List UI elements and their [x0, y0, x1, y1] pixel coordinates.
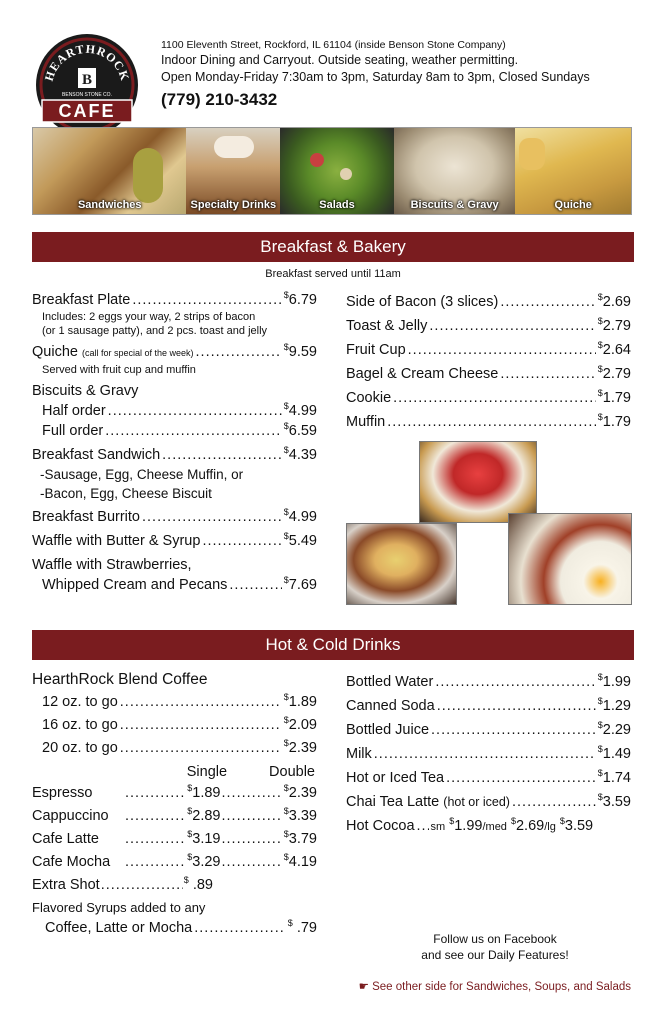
menu-item-tea: Hot or Iced Tea ..... $1.74: [346, 766, 631, 790]
cafe-logo: [34, 32, 140, 138]
syrups-line1: Flavored Syrups added to any: [32, 900, 206, 915]
photo-sandwiches: [33, 128, 186, 214]
photo-quiche: [515, 128, 631, 214]
menu-item-muffin: Muffin ..... $1.79: [346, 410, 631, 434]
see-other-side-note: [359, 979, 631, 993]
photo-label: Sandwiches: [77, 199, 142, 211]
menu-item-milk: Milk ..... $1.49: [346, 742, 631, 766]
header-info: [161, 38, 641, 110]
phone-number: (779) 210-3432: [161, 90, 278, 109]
breakfast-banner: Breakfast & Bakery: [32, 232, 634, 262]
menu-item-cappuccino: Cappuccino ..... $2.89 ..... $3.39: [32, 805, 317, 828]
item-description: Served with fruit cup and muffin: [42, 364, 196, 376]
photo-strawberry-waffle: [419, 441, 537, 523]
photo-strip: [32, 127, 632, 215]
photo-label: Specialty Drinks: [190, 199, 277, 211]
drinks-right-column: [346, 670, 631, 839]
menu-item-waffle-strawberries-line2: Whipped Cream and Pecans ..... $7.69: [32, 575, 317, 595]
photo-label: Salads: [319, 199, 355, 211]
menu-item-cookie: Cookie ..... $1.79: [346, 386, 631, 410]
item-option: -Bacon, Egg, Cheese Biscuit: [40, 486, 212, 501]
menu-item-coffee-20oz: 20 oz. to go ..... $2.39: [32, 737, 317, 760]
item-description: Includes: 2 eggs your way, 2 strips of bacon: [42, 311, 256, 323]
facebook-follow: [380, 931, 610, 963]
menu-item-chai: Chai Tea Latte (hot or iced) ..... $3.59: [346, 790, 631, 814]
menu-item-extra-shot: Extra Shot ..... $ .89: [32, 874, 213, 897]
item-option: -Sausage, Egg, Cheese Muffin, or: [40, 467, 244, 482]
item-description: (or 1 sausage patty), and 2 pcs. toast and jelly: [42, 325, 268, 337]
breakfast-right-column: [346, 290, 631, 434]
logo-monogram: B: [81, 72, 93, 88]
menu-item-cafe-latte: Cafe Latte ..... $3.19 ..... $3.79: [32, 828, 317, 851]
dining-info: Indoor Dining and Carryout. Outside seating, weather permitting.: [161, 53, 519, 67]
menu-item-canned-soda: Canned Soda ..... $1.29: [346, 694, 631, 718]
follow-line2: and see our Daily Features!: [421, 948, 569, 962]
breakfast-left-column: [32, 290, 317, 595]
menu-item-bottled-water: Bottled Water ..... $1.99: [346, 670, 631, 694]
photo-salads: [280, 128, 394, 214]
menu-item-breakfast-burrito: Breakfast Burrito ..... $4.99: [32, 507, 317, 527]
pointing-hand-icon: ☛: [358, 981, 369, 993]
menu-item-blend-coffee: HearthRock Blend Coffee: [32, 671, 208, 688]
menu-item-espresso: Espresso ..... $1.89 ..... $2.39: [32, 782, 317, 805]
menu-item-quiche: Quiche (call for special of the week) ..... $9.59: [32, 342, 317, 363]
menu-item-breakfast-sandwich: Breakfast Sandwich ..... $4.39: [32, 445, 317, 465]
menu-item-half-order: Half order ..... $4.99: [32, 401, 317, 421]
other-side-text: See other side for Sandwiches, Soups, and Salads: [372, 981, 631, 993]
breakfast-note: Breakfast served until 11am: [265, 268, 401, 280]
size-headers: [32, 762, 317, 782]
menu-item-waffle-strawberries: Waffle with Strawberries,: [32, 557, 192, 573]
menu-item-toast: Toast & Jelly ..... $2.79: [346, 314, 631, 338]
follow-line1: Follow us on Facebook: [433, 932, 557, 946]
drinks-banner: Hot & Cold Drinks: [32, 630, 634, 660]
photo-biscuits-gravy: [394, 128, 516, 214]
logo-sub-text: BENSON STONE CO.: [62, 92, 112, 98]
menu-item-bacon: Side of Bacon (3 slices) ..... $2.69: [346, 290, 631, 314]
logo-top-text: HEARTHROCK: [41, 41, 133, 83]
photo-breakfast-sandwich: [346, 523, 457, 605]
menu-item-cafe-mocha: Cafe Mocha ..... $3.29 ..... $4.19: [32, 851, 317, 874]
photo-label: Biscuits & Gravy: [410, 199, 499, 211]
address: 1100 Eleventh Street, Rockford, IL 61104 (inside Benson Stone Company): [161, 39, 506, 51]
menu-item-waffle: Waffle with Butter & Syrup ..... $5.49: [32, 531, 317, 551]
menu-item-coffee-12oz: 12 oz. to go ..... $1.89: [32, 691, 317, 714]
menu-item-coffee-16oz: 16 oz. to go ..... $2.09: [32, 714, 317, 737]
hours: Open Monday-Friday 7:30am to 3pm, Saturday 8am to 3pm, Closed Sundays: [161, 70, 590, 84]
menu-item-syrups: Coffee, Latte or Mocha ..... $ .79: [32, 918, 317, 938]
menu-item-full-order: Full order ..... $6.59: [32, 421, 317, 441]
menu-item-breakfast-plate: Breakfast Plate ..... $6.79: [32, 290, 317, 310]
photo-specialty-drinks: [186, 128, 280, 214]
logo-cafe-text: CAFE: [58, 101, 116, 121]
single-header: Single: [186, 764, 228, 780]
drinks-left-column: [32, 669, 317, 938]
photo-label: Quiche: [554, 199, 592, 211]
double-header: Double: [269, 764, 315, 780]
menu-item-fruit-cup: Fruit Cup ..... $2.64: [346, 338, 631, 362]
menu-item-bagel: Bagel & Cream Cheese ..... $2.79: [346, 362, 631, 386]
menu-item-biscuits-gravy: Biscuits & Gravy: [32, 383, 139, 399]
menu-item-hot-cocoa: Hot Cocoa ..... sm $1.99/med $2.69/lg $3.59: [346, 814, 631, 839]
photo-eggs-bacon: [508, 513, 632, 605]
menu-item-bottled-juice: Bottled Juice ..... $2.29: [346, 718, 631, 742]
